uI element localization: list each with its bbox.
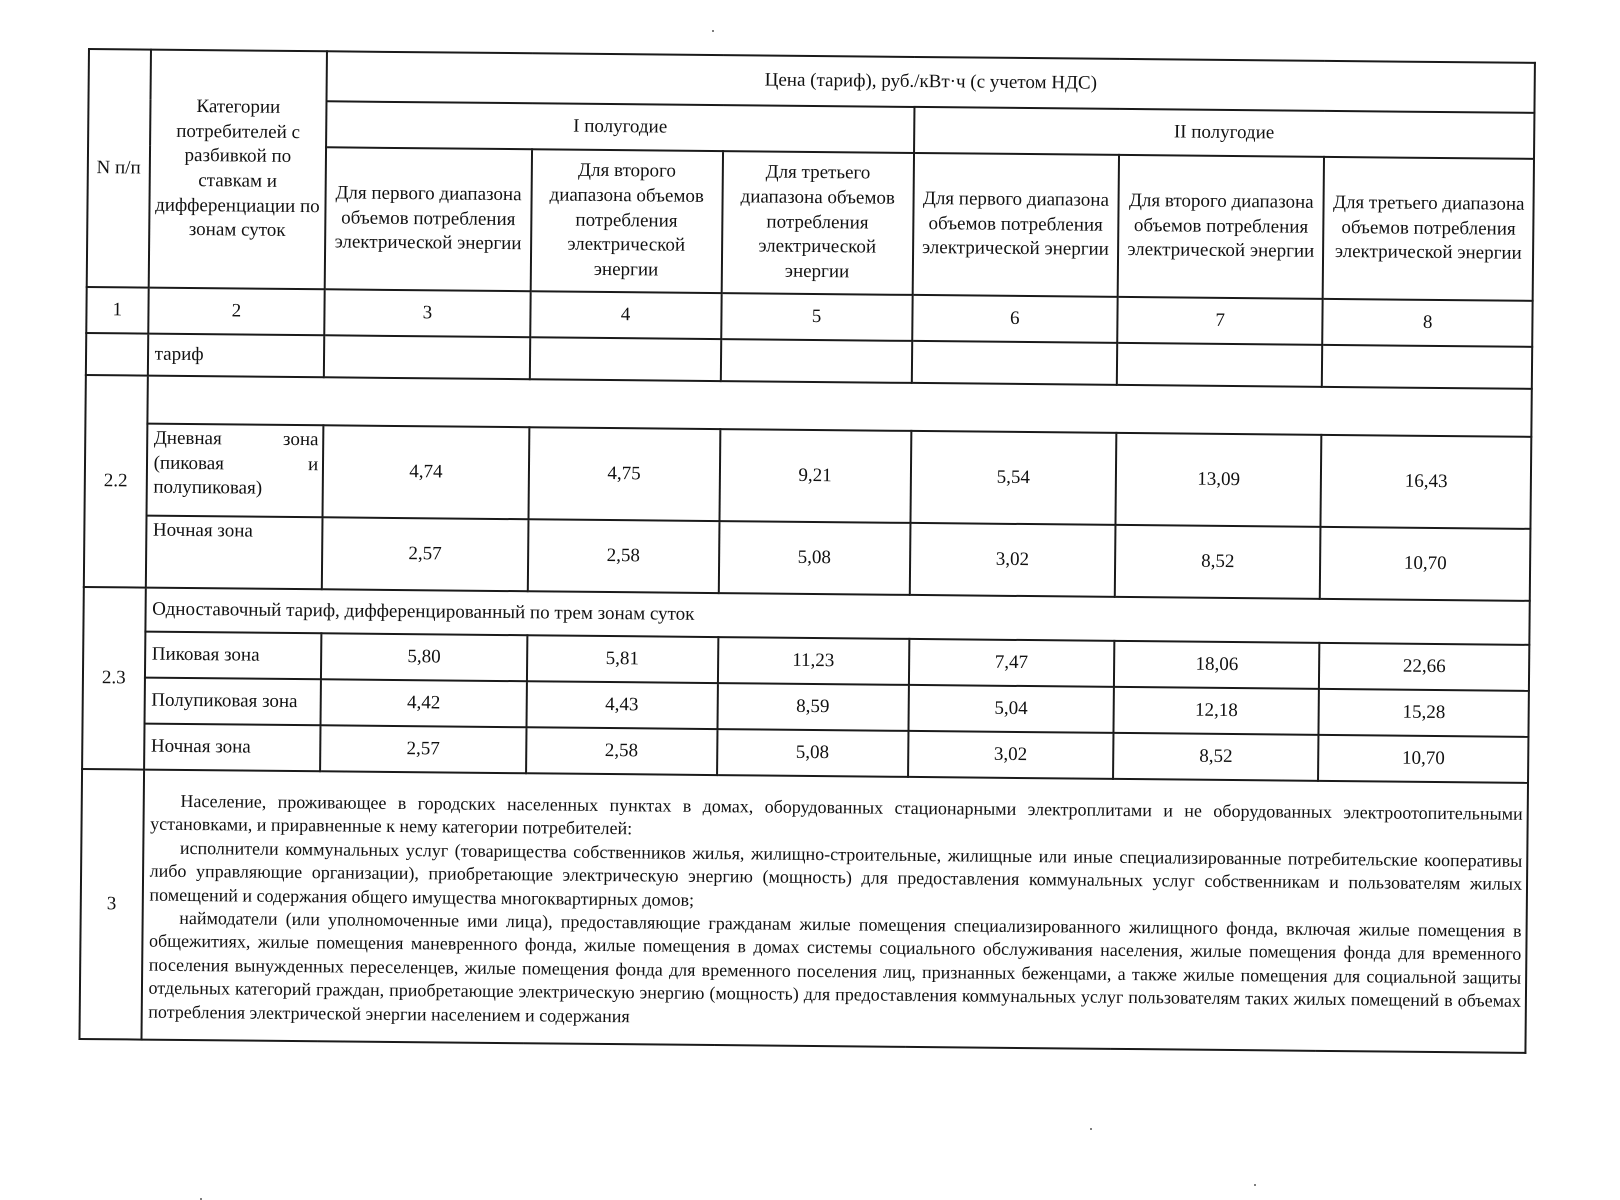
value-cell: 16,43 — [1321, 435, 1531, 529]
value-cell: 18,06 — [1114, 641, 1320, 689]
value-cell: 5,81 — [527, 635, 718, 683]
header-h1-range-1: Для первого диапазона объемов потребления электрической энергии — [325, 147, 532, 291]
col-number: 4 — [530, 291, 721, 339]
value-cell: 13,09 — [1116, 433, 1322, 527]
section-2-3-title: Одноставочный тариф, дифференцированный по трем зонам суток — [145, 588, 1530, 645]
header-h1-range-2: Для второго диапазона объемов потребления электрической энергии — [530, 149, 722, 293]
value-cell: 8,59 — [717, 683, 908, 731]
tariff-row-label: тариф — [147, 334, 324, 378]
scan-speck — [1090, 1128, 1092, 1130]
value-cell: 4,75 — [528, 427, 720, 521]
value-cell: 2,57 — [322, 517, 528, 591]
header-h2-range-2: Для второго диапазона объемов потребления электрической энергии — [1118, 155, 1325, 299]
value-cell: 4,74 — [323, 425, 529, 519]
value-cell: 8,52 — [1113, 733, 1319, 781]
table-row — [85, 423, 1532, 529]
section-3-paragraph: Население, проживающее в городских населенных пунктах в домах, оборудованных стационарными электроплитами и не оборудованных электроотопительными установками, и приравненные к нему категории потребителей: — [150, 790, 1523, 839]
value-cell: 4,43 — [526, 681, 717, 729]
col-number: 3 — [324, 289, 530, 337]
value-cell: 5,04 — [908, 685, 1114, 733]
value-cell: 2,57 — [320, 725, 526, 773]
tariff-table — [78, 48, 1535, 1054]
value-cell: 2,58 — [527, 519, 719, 593]
header-h1-range-3: Для третьего диапазона объемов потребления электрической энергии — [721, 151, 913, 295]
value-cell: 2,58 — [526, 727, 717, 775]
row-label: Ночная зона — [145, 516, 322, 590]
section-3-paragraph: наймодатели (или уполномоченные ими лица), предоставляющие гражданам жилые помещения специализированного жилищного фонда, включая жилые помещения в общежитиях, жилые помещения маневренного фонда, жилые помещения в домах системы социального обслуживания населения, жилые помещения фонда для временного поселения вынужденных переселенцев, жилые помещения фонда для временного поселения лиц, признанных беженцами, а также жилые помещения для социальной защиты отдельных категорий граждан, приобретающие электрическую энергию (мощность) для предоставления коммунальных услуг пользователям таких жилых помещений в объемах потребления электрической энергии населением и содержания — [148, 907, 1522, 1026]
value-cell: 5,54 — [910, 431, 1116, 525]
header-category: Категории потребителей с разбивкой по ставкам и дифференциации по зонам суток — [148, 50, 327, 290]
value-cell: 4,42 — [321, 679, 527, 727]
row-label: Ночная зона — [144, 724, 321, 772]
col-number: 6 — [912, 295, 1118, 343]
col-number: 7 — [1117, 297, 1323, 345]
header-half-2: II полугодие — [914, 107, 1535, 159]
row-label: Полупиковая зона — [144, 678, 321, 726]
table-row — [84, 515, 1531, 601]
header-price-title: Цена (тариф), руб./кВт·ч (с учетом НДС) — [327, 51, 1535, 113]
section-2-2-num: 2.2 — [84, 375, 148, 588]
header-h2-range-1: Для первого диапазона объемов потребления электрической энергии — [912, 153, 1119, 297]
header-half-1: I полугодие — [326, 101, 914, 153]
col-number: 8 — [1323, 299, 1533, 347]
col-number: 1 — [86, 287, 148, 334]
header-h2-range-3: Для третьего диапазона объемов потребления электрической энергии — [1323, 157, 1534, 301]
value-cell: 9,21 — [719, 429, 911, 523]
section-3-paragraph: исполнители коммунальных услуг (товарищества собственников жилья, жилищно-строительные, жилищные или иные специализированные потребительские кооперативы либо управляющие организации), приобретающие электрическую энергию (мощность) для предоставления коммунальных услуг собственникам и пользователям жилых помещений и содержания общего имущества многоквартирных домов; — [149, 837, 1523, 910]
value-cell: 15,28 — [1319, 689, 1529, 737]
scan-speck — [712, 30, 714, 32]
value-cell: 8,52 — [1115, 525, 1321, 599]
section-3-text — [141, 770, 1528, 1053]
value-cell: 5,08 — [718, 521, 910, 595]
value-cell: 5,08 — [717, 729, 908, 777]
header-num: N п/п — [87, 49, 151, 288]
col-number: 2 — [148, 288, 325, 336]
value-cell: 22,66 — [1319, 643, 1529, 691]
section-2-3-num: 2.3 — [82, 587, 145, 770]
value-cell: 10,70 — [1320, 527, 1530, 601]
row-label: Пиковая зона — [145, 632, 322, 680]
col-number: 5 — [721, 293, 912, 341]
value-cell: 12,18 — [1114, 687, 1320, 735]
value-cell: 3,02 — [909, 523, 1115, 597]
value-cell: 7,47 — [909, 639, 1115, 687]
scan-speck — [1254, 1184, 1256, 1186]
value-cell: 3,02 — [908, 731, 1114, 779]
row-label: Дневная зона (пиковая и полупиковая) — [146, 424, 323, 518]
section-3-num: 3 — [79, 769, 143, 1040]
value-cell: 10,70 — [1318, 735, 1528, 783]
value-cell: 11,23 — [718, 637, 909, 685]
value-cell: 5,80 — [321, 633, 527, 681]
